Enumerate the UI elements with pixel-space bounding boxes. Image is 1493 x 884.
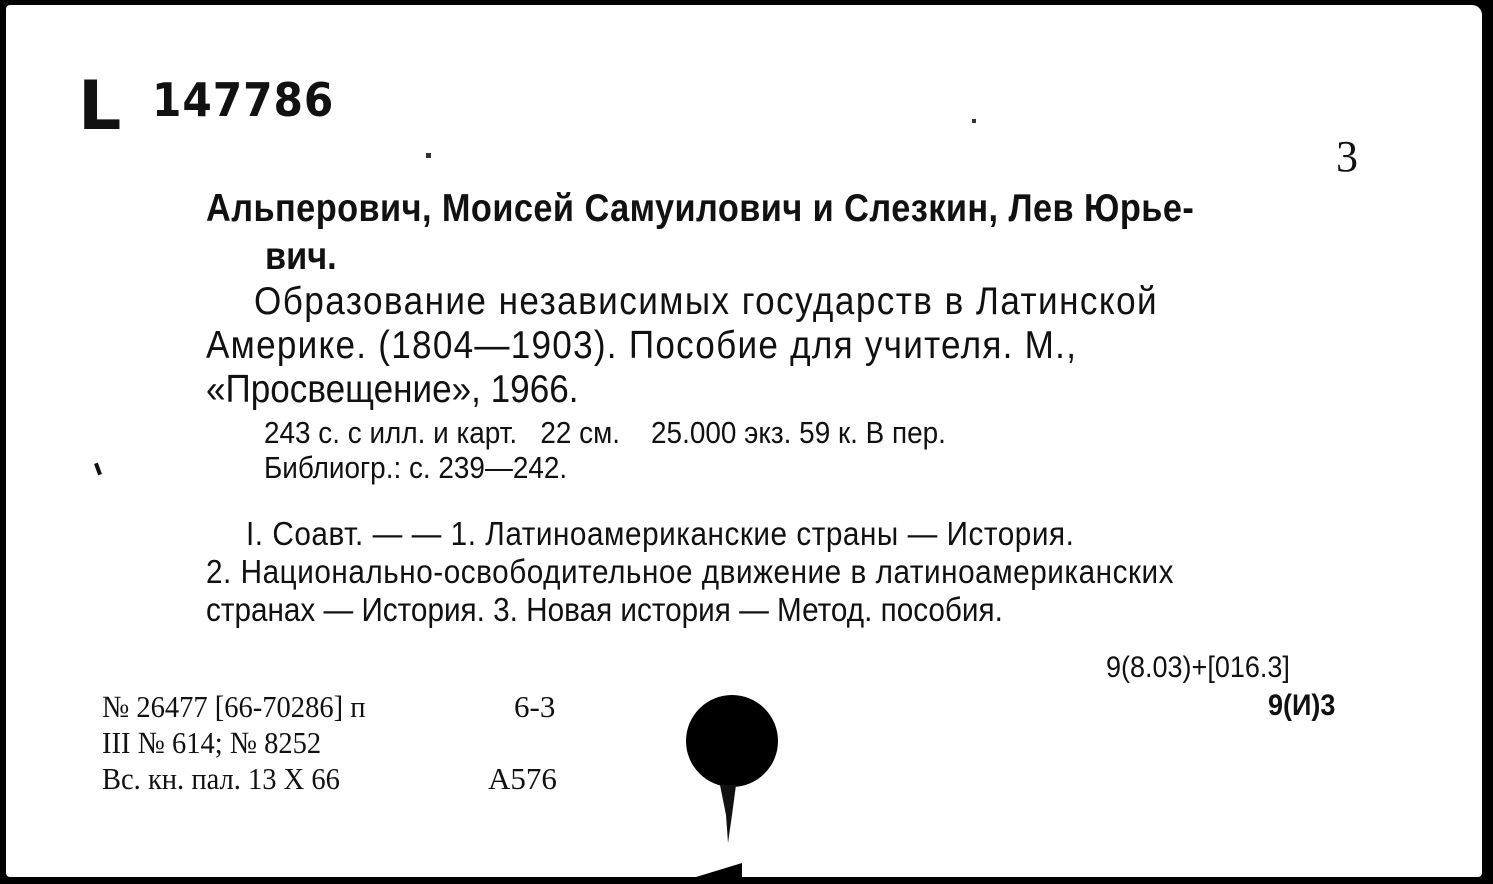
physical-description-line-2: Библиогр.: с. 239—242. [264, 450, 568, 485]
registry-line-2: III № 614; № 8252 [102, 725, 322, 760]
call-letter: L [78, 67, 122, 146]
author-line-2: вич. [265, 235, 337, 278]
registry-line-3-code: А576 [488, 761, 557, 796]
classification-index-2: 9(И)3 [1268, 689, 1336, 722]
catalog-card [6, 5, 1482, 877]
punch-hole-icon [684, 695, 784, 795]
title-line-2: Америке. (1804—1903). Пособие для учителя. М., [206, 324, 1078, 367]
call-number: 147786 [152, 73, 335, 127]
title-line-1: Образование независимых государств в Латинской [254, 280, 1159, 323]
registry-line-1: № 26477 [66-70286] п [102, 689, 366, 724]
author-line-1: Альперович, Моисей Самуилович и Слезкин, Лев Юрье- [206, 187, 1195, 230]
subjects-line-3: странах — История. 3. Новая история — Метод. пособия. [206, 591, 1003, 628]
card-number: 3 [1336, 132, 1358, 181]
speck-mark [972, 119, 976, 123]
speck-mark [426, 153, 431, 158]
physical-description-line-1: 243 с. с илл. и карт. 22 см. 25.000 экз. 59 к. В пер. [264, 415, 946, 450]
registry-line-3: Вс. кн. пал. 13 X 66 [102, 761, 340, 796]
pin-mark-icon [714, 785, 744, 845]
classification-index-1: 9(8.03)+[016.3] [1106, 651, 1290, 684]
card-edge-notch [696, 863, 742, 877]
stray-mark [94, 463, 102, 476]
subjects-line-2: 2. Национально-освободительное движение в латиноамериканских [206, 553, 1175, 590]
subjects-line-1: I. Соавт. — — 1. Латиноамериканские страны — История. [246, 515, 1075, 552]
title-line-3: «Просвещение», 1966. [206, 368, 579, 411]
registry-line-1-code: 6-3 [514, 689, 556, 724]
